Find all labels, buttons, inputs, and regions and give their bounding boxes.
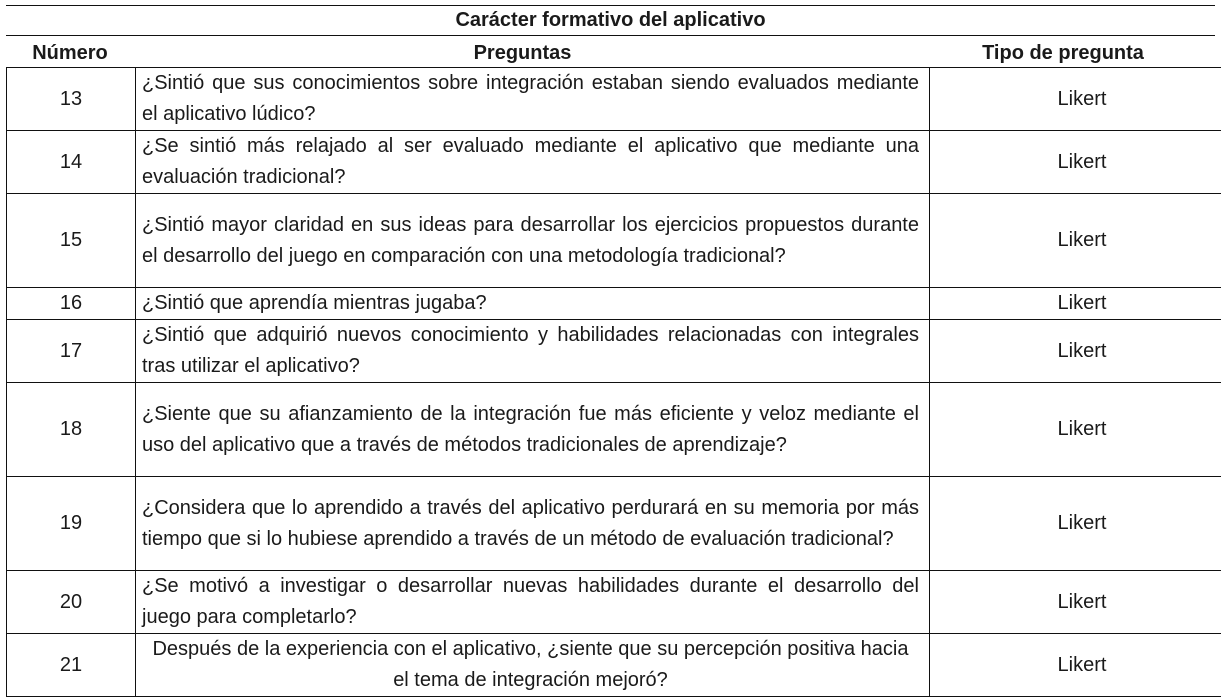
header-number: Número (6, 42, 134, 67)
row-number: 21 (7, 634, 136, 697)
row-type: Likert (930, 194, 1221, 288)
row-number: 19 (7, 477, 136, 571)
table-row (7, 477, 1221, 571)
row-type: Likert (930, 131, 1221, 194)
header-type: Tipo de pregunta (911, 42, 1215, 67)
table-row (7, 634, 1221, 697)
row-number: 20 (7, 571, 136, 634)
table-row (7, 194, 1221, 288)
row-question: ¿Considera que lo aprendido a través del aplicativo perdurará en su memoria por más tiempo que si lo hubiese aprendido a través de un método de evaluación tradicional? (136, 477, 930, 571)
table-title: Carácter formativo del aplicativo (6, 5, 1215, 36)
table-header (6, 36, 1215, 67)
row-type: Likert (930, 571, 1221, 634)
row-question: ¿Se sintió más relajado al ser evaluado mediante el aplicativo que mediante una evaluación tradicional? (136, 131, 930, 194)
row-question: ¿Se motivó a investigar o desarrollar nuevas habilidades durante el desarrollo del juego para completarlo? (136, 571, 930, 634)
table-row (7, 383, 1221, 477)
table-row (7, 131, 1221, 194)
row-question: ¿Sintió que sus conocimientos sobre integración estaban siendo evaluados mediante el aplicativo lúdico? (136, 68, 930, 131)
table-row (7, 320, 1221, 383)
survey-table (6, 5, 1215, 697)
row-type: Likert (930, 320, 1221, 383)
row-question: ¿Siente que su afianzamiento de la integración fue más eficiente y veloz mediante el uso del aplicativo que a través de métodos tradicionales de aprendizaje? (136, 383, 930, 477)
row-type: Likert (930, 68, 1221, 131)
row-number: 13 (7, 68, 136, 131)
row-question: ¿Sintió mayor claridad en sus ideas para desarrollar los ejercicios propuestos durante el desarrollo del juego en comparación con una metodología tradicional? (136, 194, 930, 288)
row-question: Después de la experiencia con el aplicativo, ¿siente que su percepción positiva hacia el tema de integración mejoró? (136, 634, 930, 697)
row-type: Likert (930, 477, 1221, 571)
header-question: Preguntas (134, 42, 911, 67)
table-row (7, 288, 1221, 320)
table-row (7, 571, 1221, 634)
row-question: ¿Sintió que adquirió nuevos conocimiento y habilidades relacionadas con integrales tras utilizar el aplicativo? (136, 320, 930, 383)
row-number: 14 (7, 131, 136, 194)
row-type: Likert (930, 383, 1221, 477)
row-question: ¿Sintió que aprendía mientras jugaba? (136, 288, 930, 320)
table-body (6, 67, 1221, 697)
row-type: Likert (930, 288, 1221, 320)
row-number: 18 (7, 383, 136, 477)
row-number: 16 (7, 288, 136, 320)
row-number: 17 (7, 320, 136, 383)
table-row (7, 68, 1221, 131)
row-number: 15 (7, 194, 136, 288)
row-type: Likert (930, 634, 1221, 697)
